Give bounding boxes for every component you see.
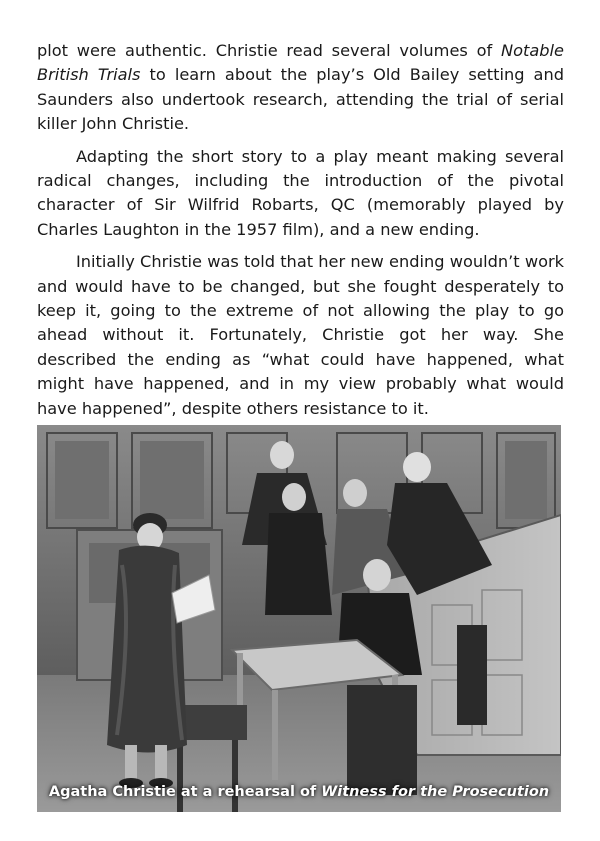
photo-caption — [37, 784, 561, 800]
caption-text: Agatha Christie at a rehearsal of — [48, 784, 322, 800]
paragraph-1 — [37, 39, 564, 137]
paragraph-1-text-a: plot were authentic. Christie read several volumes of — [37, 41, 501, 60]
paragraph-2: Adapting the short story to a play meant making several radical changes, including the introduction of the pivotal character of Sir Wilfrid Robarts, QC (memorably played by Charles Laughton in the 1957 film), and a new ending. — [37, 146, 564, 239]
article-text — [37, 39, 564, 429]
caption-play-title: Witness for the Prosecution — [321, 784, 550, 800]
book-title-notable-british-trials: Notable British Trials — [37, 41, 564, 85]
paragraph-3: Initially Christie was told that her new ending wouldn’t work and would have to be changed, but she fought desperately to keep it, going to the extreme of not allowing the play to go ahead without it. Fortunately, Christie got her way. She described the ending as “what could have happened, what might have happened, and in my view probably what would have happened”, despite others resistance to it. — [37, 252, 564, 418]
rehearsal-photo — [37, 425, 561, 812]
courtroom-rehearsal-image — [37, 425, 561, 812]
paragraph-1-text-b: to learn about the play’s Old Bailey setting and Saunders also undertook research, attending the trial of serial killer John Christie. — [37, 65, 564, 134]
